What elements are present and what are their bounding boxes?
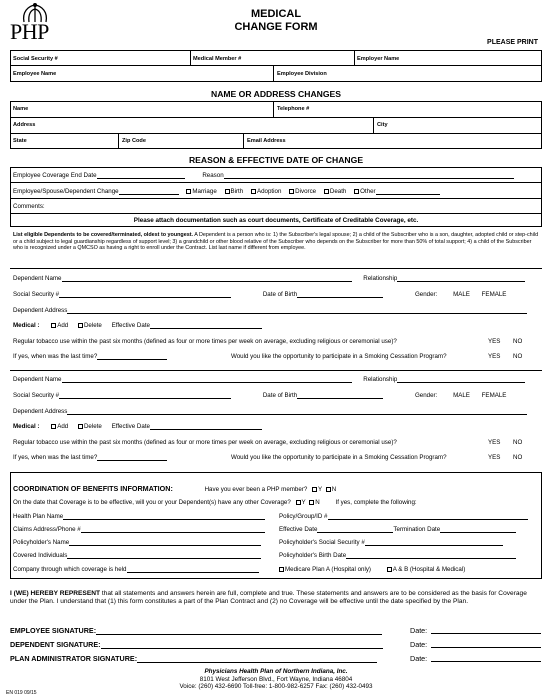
cob-member-yes-checkbox[interactable]: [312, 487, 317, 492]
eligibility-paragraph: [13, 232, 540, 252]
dep1-delete-checkbox[interactable]: [78, 323, 83, 328]
dep1-tobacco-question: Regular tobacco use within the past six months (defined as four or more times per week on average, excluding religious or ceremonial use)?: [13, 338, 397, 345]
dep1-medical-label: Medical :: [13, 322, 40, 329]
dep2-lasttime-label: If yes, when was the last time?: [13, 454, 98, 461]
reason-label: Reason: [202, 172, 224, 179]
employee-signature-label: EMPLOYEE SIGNATURE:: [10, 626, 97, 635]
dep1-lasttime-label: If yes, when was the last time?: [13, 353, 98, 360]
dep2-address-row: [13, 408, 527, 415]
employee-division-field-label[interactable]: Employee Division: [277, 71, 327, 77]
dep2-lasttime-row: [13, 454, 540, 461]
cob-row2b: [279, 526, 516, 533]
dep1-tobacco-row: [13, 338, 540, 345]
dep2-smoking-yes[interactable]: YES: [488, 454, 501, 461]
dep1-tobacco-no[interactable]: NO: [513, 338, 523, 345]
dep2-ssn-row: [13, 392, 506, 399]
dep2-medical-row: [13, 423, 262, 430]
dependent-signature-row: [10, 640, 542, 649]
form-title: [0, 8, 552, 34]
coverage-end-row: [13, 172, 514, 179]
cob-row4: [13, 552, 261, 559]
dep1-relationship-label: Relationship: [363, 275, 398, 282]
cob-row5b: [279, 566, 465, 573]
cob-row1: [13, 513, 265, 520]
form-code: EN 019 09/15: [6, 690, 37, 696]
php-logo-text: PHP: [10, 19, 49, 44]
form-title-line2: CHANGE FORM: [234, 21, 318, 33]
health-plan-input[interactable]: [63, 513, 265, 520]
cob-othercov-yes-checkbox[interactable]: [296, 500, 301, 505]
holder-ssn-label: Policyholder's Social Security #: [279, 539, 365, 546]
dep1-lasttime-row: [13, 353, 540, 360]
dep2-male-option[interactable]: MALE: [453, 392, 470, 399]
dep1-tobacco-yes[interactable]: YES: [488, 338, 501, 345]
dep1-dob-input[interactable]: [297, 291, 383, 298]
dep1-add-label: Add: [57, 322, 69, 329]
adoption-label: Adoption: [256, 188, 282, 195]
name-address-heading: NAME OR ADDRESS CHANGES: [210, 89, 342, 99]
policy-group-label: Policy/Group/ID #: [279, 513, 328, 520]
cob-row2: [13, 526, 265, 533]
dep2-lasttime-input[interactable]: [97, 454, 167, 461]
dep2-medical-label: Medical :: [13, 423, 40, 430]
name-field-label[interactable]: Name: [13, 106, 29, 112]
reason-input[interactable]: [224, 172, 514, 179]
dep1-gender-label: Gender:: [414, 291, 438, 298]
cob-othercov-no-label: N: [315, 499, 320, 506]
company-input[interactable]: [127, 566, 259, 573]
health-plan-label: Health Plan Name: [13, 513, 64, 520]
dep1-name-label: Dependent Name: [13, 275, 62, 282]
cob-othercov-question: On the date that Coverage is to be effective, will you or your Dependent(s) have any other Coverage?: [13, 499, 291, 506]
cob-othercov-yes-label: Y: [301, 499, 306, 506]
cob-member-no-label: N: [331, 486, 337, 493]
dependent-signature-label: DEPENDENT SIGNATURE:: [10, 640, 101, 649]
cob-termination-input[interactable]: [440, 526, 516, 533]
top-grid: [10, 50, 542, 82]
dep1-address-label: Dependent Address: [13, 307, 68, 314]
death-label: Death: [329, 188, 347, 195]
dep2-delete-label: Delete: [83, 423, 102, 430]
dep1-lasttime-input[interactable]: [97, 353, 167, 360]
eligibility-intro-rest: A Dependent is a person who is: 1) the Subscriber's legal spouse; 2) a child of the Subscriber who is a son, daughter, adopted child or step-child or a child subject to legal guardianship regardless of support level; 3) a grandchild or other blood relative of the Subscriber who depends on the Subscriber for more than 50% of total support; 4) a child of the Subscriber who is recognized under a QMCSO as having a right to enroll under the Contract. List last name if different from employee.: [13, 232, 539, 251]
claims-address-input[interactable]: [81, 526, 265, 533]
cob-member-yes-label: Y: [318, 486, 323, 493]
dep1-name-row: [13, 275, 525, 282]
form-title-line1: MEDICAL: [250, 8, 302, 20]
dep1-smoking-yes[interactable]: YES: [488, 353, 501, 360]
dep1-address-row: [13, 307, 527, 314]
marriage-label: Marriage: [192, 188, 217, 195]
dep2-add-label: Add: [57, 423, 69, 430]
dep2-ssn-label: Social Security #: [13, 392, 60, 399]
cob-member-question: Have you ever been a PHP member?: [204, 486, 308, 493]
admin-date-input[interactable]: [431, 654, 541, 662]
medical-member-field-label[interactable]: Medical Member #: [193, 56, 242, 62]
other-checkbox[interactable]: [354, 189, 359, 194]
dep2-smoking-no[interactable]: NO: [513, 454, 523, 461]
employee-date-input[interactable]: [431, 626, 541, 634]
employer-name-field-label[interactable]: Employer Name: [357, 56, 400, 62]
footer-address: 8101 West Jefferson Blvd., Fort Wayne, Indiana 46804: [199, 675, 353, 683]
marriage-checkbox[interactable]: [186, 189, 191, 194]
dep1-relationship-input[interactable]: [397, 275, 525, 282]
cob-row1b: [279, 513, 528, 520]
holder-dob-input[interactable]: [346, 552, 516, 559]
eligibility-intro-bold: List eligible Dependents to be covered/terminated, oldest to youngest.: [13, 232, 194, 238]
statement-bold: I (WE) HEREBY REPRESENT: [10, 590, 101, 597]
ees-change-label: Employee/Spouse/Dependent Change: [13, 188, 119, 195]
dep1-effective-label: Effective Date: [111, 322, 150, 329]
cob-termination-label: Termination Date: [393, 526, 441, 533]
dependent-date-label: Date:: [410, 640, 428, 649]
dep2-name-row: [13, 376, 525, 383]
holder-ssn-input[interactable]: [365, 539, 503, 546]
cob-heading: COORDINATION OF BENEFITS INFORMATION:: [13, 484, 173, 493]
state-field-label[interactable]: State: [13, 138, 27, 144]
admin-signature-row: [10, 654, 542, 663]
email-field-label[interactable]: Email Address: [247, 138, 286, 144]
dependent-date-input[interactable]: [431, 640, 541, 648]
dep1-ssn-input[interactable]: [59, 291, 231, 298]
ees-change-input[interactable]: [119, 188, 179, 195]
cob-row3b: [279, 539, 503, 546]
dep2-effective-label: Effective Date: [111, 423, 150, 430]
ees-change-row: [13, 188, 440, 195]
admin-signature-input[interactable]: [137, 655, 377, 663]
dep2-dob-input[interactable]: [297, 392, 383, 399]
dep1-female-option[interactable]: FEMALE: [481, 291, 507, 298]
birth-checkbox[interactable]: [225, 189, 230, 194]
dep2-tobacco-yes[interactable]: YES: [488, 439, 501, 446]
ssn-field-label[interactable]: Social Security #: [13, 56, 58, 62]
covered-individuals-input[interactable]: [67, 552, 261, 559]
birth-label: Birth: [230, 188, 244, 195]
dep2-ssn-input[interactable]: [59, 392, 231, 399]
dep2-smoking-question: Would you like the opportunity to participate in a Smoking Cessation Program?: [231, 454, 447, 461]
dep1-male-option[interactable]: MALE: [453, 291, 470, 298]
cob-row3: [13, 539, 261, 546]
statement-rest: that all statements and answers herein are full, complete and true. These statements and answers are to be considered as the basis for Coverage under the Plan. I understand that (1) this form constitutes a part of the Plan Contract and (2) no Coverage will be effective until the date specified by the Plan.: [10, 590, 527, 605]
employee-signature-row: [10, 626, 542, 635]
dep1-ssn-label: Social Security #: [13, 291, 60, 298]
medicare-a-checkbox[interactable]: [279, 567, 284, 572]
company-label: Company through which coverage is held: [13, 566, 127, 573]
dep2-address-label: Dependent Address: [13, 408, 68, 415]
footer: [0, 668, 552, 691]
comments-label[interactable]: Comments:: [13, 203, 45, 210]
divorce-checkbox[interactable]: [289, 189, 294, 194]
zip-field-label[interactable]: Zip Code: [122, 138, 146, 144]
dep1-name-input[interactable]: [62, 275, 352, 282]
dependent-signature-input[interactable]: [101, 641, 383, 649]
medicare-a-label: Medicare Plan A (Hospital only): [285, 566, 371, 573]
address-field-label[interactable]: Address: [13, 122, 36, 128]
attach-note: Please attach documentation such as court documents, Certificate of Creditable Coverage, etc.: [133, 217, 419, 224]
dep2-relationship-input[interactable]: [397, 376, 525, 383]
employee-name-field-label[interactable]: Employee Name: [13, 71, 57, 77]
cob-row5: [13, 566, 259, 573]
dep1-smoking-question: Would you like the opportunity to participate in a Smoking Cessation Program?: [231, 353, 447, 360]
dep2-gender-label: Gender:: [414, 392, 438, 399]
dep1-ssn-row: [13, 291, 506, 298]
holder-name-label: Policyholder's Name: [13, 539, 70, 546]
dep2-delete-checkbox[interactable]: [78, 424, 83, 429]
dep1-smoking-no[interactable]: NO: [513, 353, 523, 360]
reason-heading: REASON & EFFECTIVE DATE OF CHANGE: [188, 155, 364, 165]
cob-othercov-no-checkbox[interactable]: [309, 500, 314, 505]
please-print: PLEASE PRINT: [487, 39, 538, 46]
admin-signature-label: PLAN ADMINISTRATOR SIGNATURE:: [10, 654, 138, 663]
dep2-address-input[interactable]: [67, 408, 527, 415]
adoption-checkbox[interactable]: [251, 189, 256, 194]
dep2-name-input[interactable]: [62, 376, 352, 383]
other-input[interactable]: [376, 188, 440, 195]
covered-individuals-label: Covered Individuals: [13, 552, 68, 559]
admin-date-label: Date:: [410, 654, 428, 663]
statement-paragraph: [10, 590, 542, 606]
dep1-medical-row: [13, 322, 262, 329]
holder-name-input[interactable]: [69, 539, 261, 546]
claims-address-label: Claims Address/Phone #: [13, 526, 81, 533]
dep1-address-input[interactable]: [67, 307, 527, 314]
employee-date-label: Date:: [410, 626, 428, 635]
cob-heading-row: [13, 484, 336, 493]
cob-effective-label: Effective Date: [279, 526, 318, 533]
dep2-add-checkbox[interactable]: [51, 424, 56, 429]
dep1-effective-input[interactable]: [150, 322, 262, 329]
cob-complete-note: If yes, complete the following:: [335, 499, 417, 506]
dep2-tobacco-no[interactable]: NO: [513, 439, 523, 446]
policy-group-input[interactable]: [328, 513, 528, 520]
footer-org: Physicians Health Plan of Northern Indiana, Inc.: [204, 668, 348, 675]
other-label: Other: [360, 188, 376, 195]
medicare-ab-label: A & B (Hospital & Medical): [392, 566, 466, 573]
dep2-effective-input[interactable]: [150, 423, 262, 430]
employee-signature-input[interactable]: [96, 627, 382, 635]
death-checkbox[interactable]: [324, 189, 329, 194]
dep2-female-option[interactable]: FEMALE: [481, 392, 507, 399]
footer-phones: Voice: (260) 432-6690 Toll-free: 1-800-982-6257 Fax: (260) 432-0493: [179, 683, 373, 691]
dep2-tobacco-question: Regular tobacco use within the past six months (defined as four or more times per week on average, excluding religious or ceremonial use)?: [13, 439, 397, 446]
city-field-label[interactable]: City: [377, 122, 388, 128]
coverage-end-input[interactable]: [97, 172, 185, 179]
coverage-end-label: Employee Coverage End Date: [13, 172, 97, 179]
divorce-label: Divorce: [295, 188, 317, 195]
holder-dob-label: Policyholder's Birth Date: [279, 552, 347, 559]
dep2-relationship-label: Relationship: [363, 376, 398, 383]
dep2-name-label: Dependent Name: [13, 376, 62, 383]
cob-effective-input[interactable]: [317, 526, 393, 533]
cob-row4b: [279, 552, 516, 559]
dep1-dob-label: Date of Birth: [262, 291, 298, 298]
dep2-dob-label: Date of Birth: [262, 392, 298, 399]
cob-othercov-row: [13, 499, 417, 506]
dep1-delete-label: Delete: [83, 322, 102, 329]
dep2-tobacco-row: [13, 439, 540, 446]
comments-row: [13, 203, 45, 210]
telephone-field-label[interactable]: Telephone #: [277, 106, 310, 112]
dep1-add-checkbox[interactable]: [51, 323, 56, 328]
medicare-ab-checkbox[interactable]: [387, 567, 392, 572]
cob-member-no-checkbox[interactable]: [326, 487, 331, 492]
